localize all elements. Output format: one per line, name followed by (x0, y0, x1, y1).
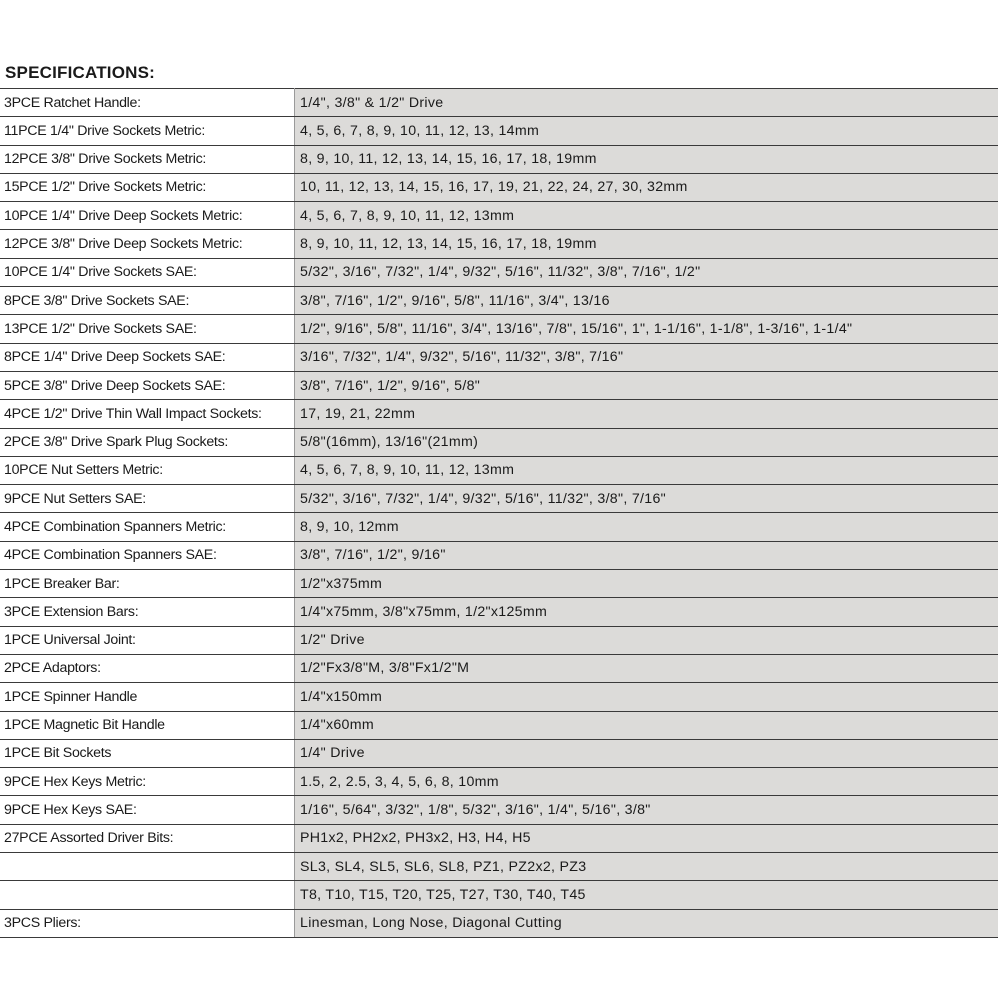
spec-value: 1/4"x150mm (295, 683, 999, 711)
spec-row (0, 456, 998, 484)
spec-value: 5/8"(16mm), 13/16"(21mm) (295, 428, 999, 456)
spec-label: 15PCE 1/2" Drive Sockets Metric: (0, 173, 295, 201)
spec-value: PH1x2, PH2x2, PH3x2, H3, H4, H5 (295, 824, 999, 852)
spec-label: 1PCE Breaker Bar: (0, 570, 295, 598)
spec-value: 8, 9, 10, 11, 12, 13, 14, 15, 16, 17, 18, 19mm (295, 145, 999, 173)
spec-row (0, 400, 998, 428)
spec-label (0, 881, 295, 909)
spec-row (0, 541, 998, 569)
spec-value: 1/2", 9/16", 5/8", 11/16", 3/4", 13/16", 7/8", 15/16", 1", 1-1/16", 1-1/8", 1-3/16", 1-1/4" (295, 315, 999, 343)
spec-row (0, 768, 998, 796)
spec-row (0, 173, 998, 201)
spec-row (0, 598, 998, 626)
spec-label: 10PCE Nut Setters Metric: (0, 456, 295, 484)
spec-label: 3PCS Pliers: (0, 909, 295, 937)
spec-row (0, 853, 998, 881)
spec-row (0, 287, 998, 315)
spec-value: 4, 5, 6, 7, 8, 9, 10, 11, 12, 13mm (295, 202, 999, 230)
spec-row (0, 654, 998, 682)
spec-row (0, 145, 998, 173)
spec-row (0, 230, 998, 258)
spec-value: 5/32", 3/16", 7/32", 1/4", 9/32", 5/16", 11/32", 3/8", 7/16", 1/2" (295, 258, 999, 286)
spec-row (0, 626, 998, 654)
spec-value: 1/2"Fx3/8"M, 3/8"Fx1/2"M (295, 654, 999, 682)
spec-row (0, 909, 998, 937)
spec-value: 4, 5, 6, 7, 8, 9, 10, 11, 12, 13, 14mm (295, 117, 999, 145)
spec-label (0, 853, 295, 881)
spec-row (0, 881, 998, 909)
spec-label: 8PCE 3/8" Drive Sockets SAE: (0, 287, 295, 315)
spec-row (0, 428, 998, 456)
spec-label: 4PCE 1/2" Drive Thin Wall Impact Sockets: (0, 400, 295, 428)
spec-label: 1PCE Bit Sockets (0, 739, 295, 767)
spec-label: 27PCE Assorted Driver Bits: (0, 824, 295, 852)
spec-row (0, 343, 998, 371)
spec-value: 1/2" Drive (295, 626, 999, 654)
spec-value: 3/8", 7/16", 1/2", 9/16" (295, 541, 999, 569)
spec-value: 5/32", 3/16", 7/32", 1/4", 9/32", 5/16", 11/32", 3/8", 7/16" (295, 485, 999, 513)
spec-value: 3/16", 7/32", 1/4", 9/32", 5/16", 11/32", 3/8", 7/16" (295, 343, 999, 371)
spec-row (0, 371, 998, 399)
spec-label: 3PCE Ratchet Handle: (0, 89, 295, 117)
spec-row (0, 739, 998, 767)
spec-label: 4PCE Combination Spanners SAE: (0, 541, 295, 569)
spec-label: 8PCE 1/4" Drive Deep Sockets SAE: (0, 343, 295, 371)
spec-label: 9PCE Hex Keys SAE: (0, 796, 295, 824)
spec-row (0, 683, 998, 711)
spec-value: 3/8", 7/16", 1/2", 9/16", 5/8" (295, 371, 999, 399)
spec-value: 8, 9, 10, 11, 12, 13, 14, 15, 16, 17, 18, 19mm (295, 230, 999, 258)
page-title: SPECIFICATIONS: (5, 63, 156, 82)
spec-value: 1/16", 5/64", 3/32", 1/8", 5/32", 3/16", 1/4", 5/16", 3/8" (295, 796, 999, 824)
spec-label: 9PCE Hex Keys Metric: (0, 768, 295, 796)
spec-label: 1PCE Spinner Handle (0, 683, 295, 711)
spec-row (0, 824, 998, 852)
spec-label: 13PCE 1/2" Drive Sockets SAE: (0, 315, 295, 343)
spec-row (0, 485, 998, 513)
spec-row (0, 570, 998, 598)
spec-row (0, 117, 998, 145)
spec-label: 1PCE Magnetic Bit Handle (0, 711, 295, 739)
spec-label: 2PCE Adaptors: (0, 654, 295, 682)
spec-label: 10PCE 1/4" Drive Deep Sockets Metric: (0, 202, 295, 230)
spec-label: 1PCE Universal Joint: (0, 626, 295, 654)
spec-label: 10PCE 1/4" Drive Sockets SAE: (0, 258, 295, 286)
spec-label: 12PCE 3/8" Drive Deep Sockets Metric: (0, 230, 295, 258)
spec-label: 11PCE 1/4" Drive Sockets Metric: (0, 117, 295, 145)
spec-row (0, 711, 998, 739)
spec-value: 1/4"x75mm, 3/8"x75mm, 1/2"x125mm (295, 598, 999, 626)
spec-label: 9PCE Nut Setters SAE: (0, 485, 295, 513)
spec-label: 4PCE Combination Spanners Metric: (0, 513, 295, 541)
spec-value: 1/4", 3/8" & 1/2" Drive (295, 89, 999, 117)
spec-value: 3/8", 7/16", 1/2", 9/16", 5/8", 11/16", 3/4", 13/16 (295, 287, 999, 315)
specifications-table (0, 88, 998, 938)
spec-value: 10, 11, 12, 13, 14, 15, 16, 17, 19, 21, 22, 24, 27, 30, 32mm (295, 173, 999, 201)
spec-value: Linesman, Long Nose, Diagonal Cutting (295, 909, 999, 937)
spec-row (0, 315, 998, 343)
spec-label: 12PCE 3/8" Drive Sockets Metric: (0, 145, 295, 173)
spec-value: 4, 5, 6, 7, 8, 9, 10, 11, 12, 13mm (295, 456, 999, 484)
spec-label: 3PCE Extension Bars: (0, 598, 295, 626)
spec-row (0, 89, 998, 117)
spec-row (0, 796, 998, 824)
spec-value: 1/4" Drive (295, 739, 999, 767)
spec-label: 5PCE 3/8" Drive Deep Sockets SAE: (0, 371, 295, 399)
spec-value: T8, T10, T15, T20, T25, T27, T30, T40, T45 (295, 881, 999, 909)
spec-row (0, 513, 998, 541)
specifications-table-body (0, 89, 998, 938)
spec-row (0, 202, 998, 230)
spec-label: 2PCE 3/8" Drive Spark Plug Sockets: (0, 428, 295, 456)
spec-value: 1.5, 2, 2.5, 3, 4, 5, 6, 8, 10mm (295, 768, 999, 796)
spec-value: 1/4"x60mm (295, 711, 999, 739)
spec-row (0, 258, 998, 286)
spec-value: 8, 9, 10, 12mm (295, 513, 999, 541)
spec-value: 17, 19, 21, 22mm (295, 400, 999, 428)
spec-value: 1/2"x375mm (295, 570, 999, 598)
spec-value: SL3, SL4, SL5, SL6, SL8, PZ1, PZ2x2, PZ3 (295, 853, 999, 881)
